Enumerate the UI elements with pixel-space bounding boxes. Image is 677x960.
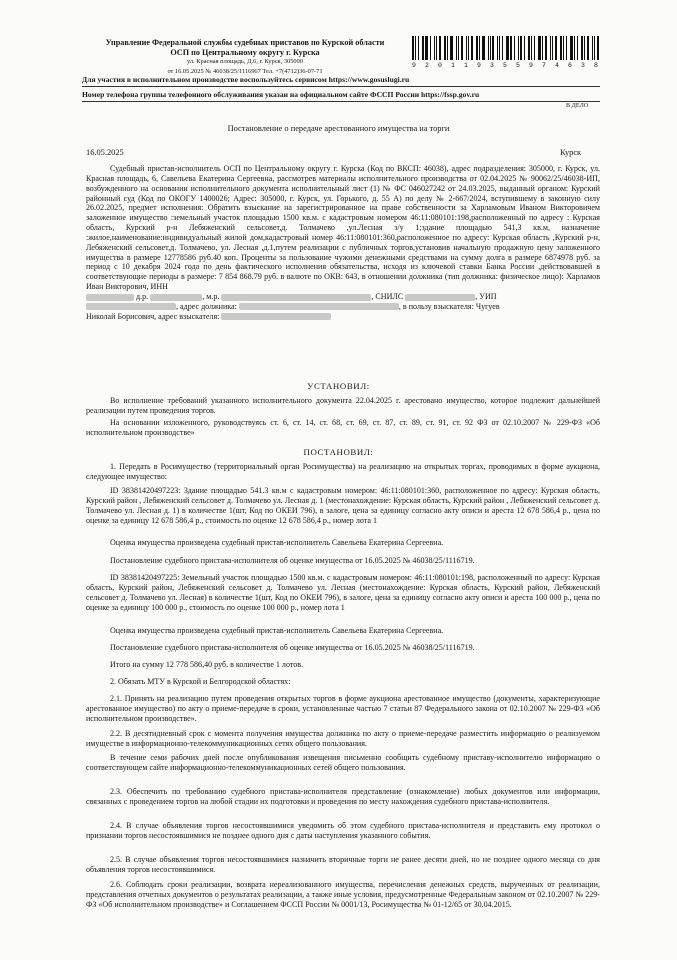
- clause-2-1: 2.1. Принять на реализацию путем проведения открытых торгов в форме аукциона арестованное имущество (документы, характеризующие арестованное имущество) по акту о приеме-передаче в сроки, установленные частью 7 статьи 87 Федерального закона от 02.10.2007 № 229-ФЗ «Об исполнительном производстве».: [86, 694, 600, 723]
- clause-2-2: 2.2. В десятидневный срок с момента получения имущества должника по акту о приеме-передаче разместить информацию о реализуемом имуществе в информационно-телекоммуникационных сетях общего пользования.: [86, 729, 600, 748]
- notice-phone: Номер телефона группы телефонного обслуживания указан на официальном сайте ФССП России https://fssp.gov.ru: [82, 90, 480, 99]
- clause-2-6: 2.6. Соблюдать сроки реализации, возврата нереализованного имущества, перечисления денежных средств, вырученных от реализации, представления отчетных документов о результатах реализации, а также иные условия, предусмотренные Федеральным законом от 02.10.2007 № 229-ФЗ «Об исполнительном производстве» и Соглашением ФССП России № 0001/13, Росимущества № 01-12/65 от 30.04.2015.: [86, 880, 600, 909]
- divider: [82, 86, 600, 87]
- intro-fragment: , УИП: [475, 291, 497, 301]
- item2-evaluation: Оценка имущества произведена судебный пристав-исполнитель Савельева Екатерина Сергеевна.: [110, 626, 444, 635]
- clause-2-5: 2.5. В случае объявления торгов несостоявшимися назначить вторичные торги не ранее десяти дней, но не позднее одного месяца со дня объявления торгов несостоявшимися.: [86, 855, 600, 874]
- property-item-2: ID 38381420497225: Земельный участок площадью 1500 кв.м. с кадастровым номером: 46:11:080101:198, расположенный по адресу: Курская область, Курский район, Лебяженский сельсовет д. Толмачево ул. Лесная (местонахождение: Курская область, Курский район, Лебяженский сельсовет д. Толмачево ул. Лесная) в количестве 1(шт, Код по ОКЕИ 796), в залоге, цена за единицу согласно акту описи и ареста 100 000 р., цена по оценке за единицу 100 000 р., стоимость по оценке 100 000 р., номер лота 1: [86, 573, 600, 612]
- intro-fragment: , в пользу взыскателя: Чугуев: [398, 301, 500, 311]
- intro-fragment: д.р.: [136, 291, 149, 301]
- intro-fragment: Николай Борисович, адрес взыскателя:: [86, 311, 220, 321]
- file-mark: В ДЕЛО: [566, 102, 589, 109]
- clause-2-2b: В течение семи рабочих дней после опубликования извещения письменно сообщить судебному приставу-исполнителю информацию о соответствующем сайте информационно-телекоммуникационных сетей общего пользования.: [86, 753, 600, 772]
- notice-gosuslugi: Для участия в исполнительном производстве воспользуйтесь сервисом https://www.gosuslugi.ru: [82, 75, 410, 84]
- document-date: 16.05.2025: [86, 148, 124, 157]
- redacted-field: [150, 294, 202, 301]
- resolved-p1: 1. Передать в Росимущество (территориальный орган Росимущества) на реализацию на открытых торгах, проводимых в форме аукциона, следующее имущество:: [86, 462, 600, 481]
- section-heading-established: УСТАНОВИЛ:: [307, 381, 370, 391]
- divider: [82, 101, 600, 102]
- property-item-1: ID 38381420497223: Здание площадью 541.3 кв.м с кадастровым номером: 46:11:080101:360, расположенное по адресу: Курская область, Курский район , Лебяженский сельсовет д. Толмачево ул. Лесная д. 1 (местонахождение: Курская область, Курский район , Лебяженский сельсовет д. Толмачево ул. Лесная д. 1) в количестве 1(шт, Код по ОКЕИ 796), в залоге, цена за единицу согласно акту описи и ареста 12 678 586,4 р., цена по оценке за единицу 12 678 586,4 р., стоимость по оценке 12 678 586,4 р., номер лота 1: [86, 486, 600, 525]
- redacted-field: [86, 303, 176, 310]
- barcode: [412, 36, 602, 60]
- item1-order: Постановление судебного пристава-исполнителя об оценке имущества от 16.05.2025 № 46038/25/1116719.: [110, 556, 475, 565]
- clause-2-4: 2.4. В случае объявления торгов несостоявшимися уведомить об этом судебного пристава-исполнителя и представить ему протокол о признании торгов несостоявшимися не позднее одного дня с даты наступления указанного события.: [86, 821, 600, 840]
- intro-fragment: , СНИЛС: [371, 291, 404, 301]
- redacted-field: [221, 313, 331, 320]
- letterhead: [86, 38, 404, 76]
- item2-order: Постановление судебного пристава-исполнителя об оценке имущества от 16.05.2025 № 46038/25/1116719.: [110, 643, 475, 652]
- clause-2-3: 2.3. Обеспечить по требованию судебного пристава-исполнителя представление (ознакомление) любых документов или информации, связанных с проведением торгов на любой стадии их подготовки и проведения по месту нахождения судебного пристава-исполнителя.: [86, 787, 600, 806]
- redacted-field: [86, 294, 134, 301]
- redacted-field: [221, 294, 371, 301]
- established-p2: На основании изложенного, руководствуясь ст. 6, ст. 14, ст. 68, ст. 69, ст. 87, ст. 89, ст. 91, ст. 92 ФЗ от 02.10.2007 № 229-ФЗ «Об исполнительном производстве»: [86, 418, 600, 437]
- intro-text: Судебный пристав-исполнитель ОСП по Центральному округу г. Курска (Код по ВКСП: 46038), адрес подразделения: 305000, г. Курск, ул. Красная площадь, 6, Савельева Екатерина Сергеевна, рассмотрев материалы исполнительного производства от 02.04.2025 № 90062/25/46038-ИП, возбужденного на основании исполнительного документа исполнительный лист (1) № ФС 046027242 от 24.03.2025, выданный органом: Курский районный суд (Код по ОКОГУ 1400026; Адрес: 305000, г. Курск, ул. Горького, д. 55 А) по делу № 2-667/2024, вступившему в законную силу 26.02.2025, предмет исполнения: Обратить взыскание на зарегистрированное на праве собственности за Харламовым Иваном Викторовичем заложенное имущество :земельный участок площадью 1500 кв.м. с кадастровым номером 46:11:080101:198,расположенный по адресу : Курская область, Курский р-н Лебяженский сельсовет,д. Толмачево ,ул.Лесная з/у 1;здание площадью 541,3 кв.м, назначение :жилое,наименование:индивидуальный жилой дом,кадастровый номер 46:11:080101:360,расположенное по адресу: Курская область ,Курский р-н, Лебяженский сельсовет,д. Толмачево, ул. Лесная ,д.1,путем реализации с публичных торгов,установив начальную продажную цену заложенного имущества в размере 12778586 руб.40 коп. Проценты за пользование чужими денежными средствами на сумму долга в размере 6874978 руб. за период с 10 декабря 2024 года по день фактического исполнения обязательства, исходя из ключевой ставки Банка России ,действовавшей в соответствующие периоды в размере: 7 854 868.79 руб. в валюте по ОКВ: 643, в отношении должника (тип должника: физическое лицо): Харламов Иван Викторович, ИНН: [86, 164, 600, 292]
- org-address: ул. Красная площадь, Д.6, г. Курск, 305000: [186, 58, 304, 65]
- doc-reference: от 16.05.2025 № 46038/25/1116967 Тел. +7(4712)36-07-71: [167, 67, 323, 75]
- barcode-number: 9 2 0 1 1 9 3 5 5 9 7 4 6 3 8: [412, 62, 601, 69]
- org-name: Управление Федеральной службы судебных приставов по Курской области: [105, 38, 385, 47]
- intro-fragment: , адрес должника:: [176, 301, 237, 311]
- intro-fragment: , м.р.: [202, 291, 220, 301]
- document-city: Курск: [560, 148, 582, 157]
- established-p1: Во исполнение требований указанного исполнительного документа 22.04.2025 г. арестовано имущество, которое подлежит дальнейшей реализации путем проведения торгов.: [86, 396, 600, 415]
- redacted-field: [239, 303, 399, 310]
- section-heading-resolved: ПОСТАНОВИЛ:: [303, 447, 374, 457]
- redacted-field: [405, 294, 475, 301]
- resolved-p2: 2. Обязать МТУ в Курской и Белгородской областях:: [110, 677, 291, 686]
- document-title: Постановление о передаче арестованного имущества на торги: [227, 124, 450, 133]
- org-division: ОСП по Центральному округу г. Курска: [170, 47, 320, 57]
- item1-evaluation: Оценка имущества произведена судебный пристав-исполнитель Савельева Екатерина Сергеевна.: [110, 538, 444, 547]
- total-line: Итого на сумму 12 778 586,40 руб. в количестве 1 лотов.: [110, 660, 304, 669]
- intro-paragraph: [86, 164, 600, 322]
